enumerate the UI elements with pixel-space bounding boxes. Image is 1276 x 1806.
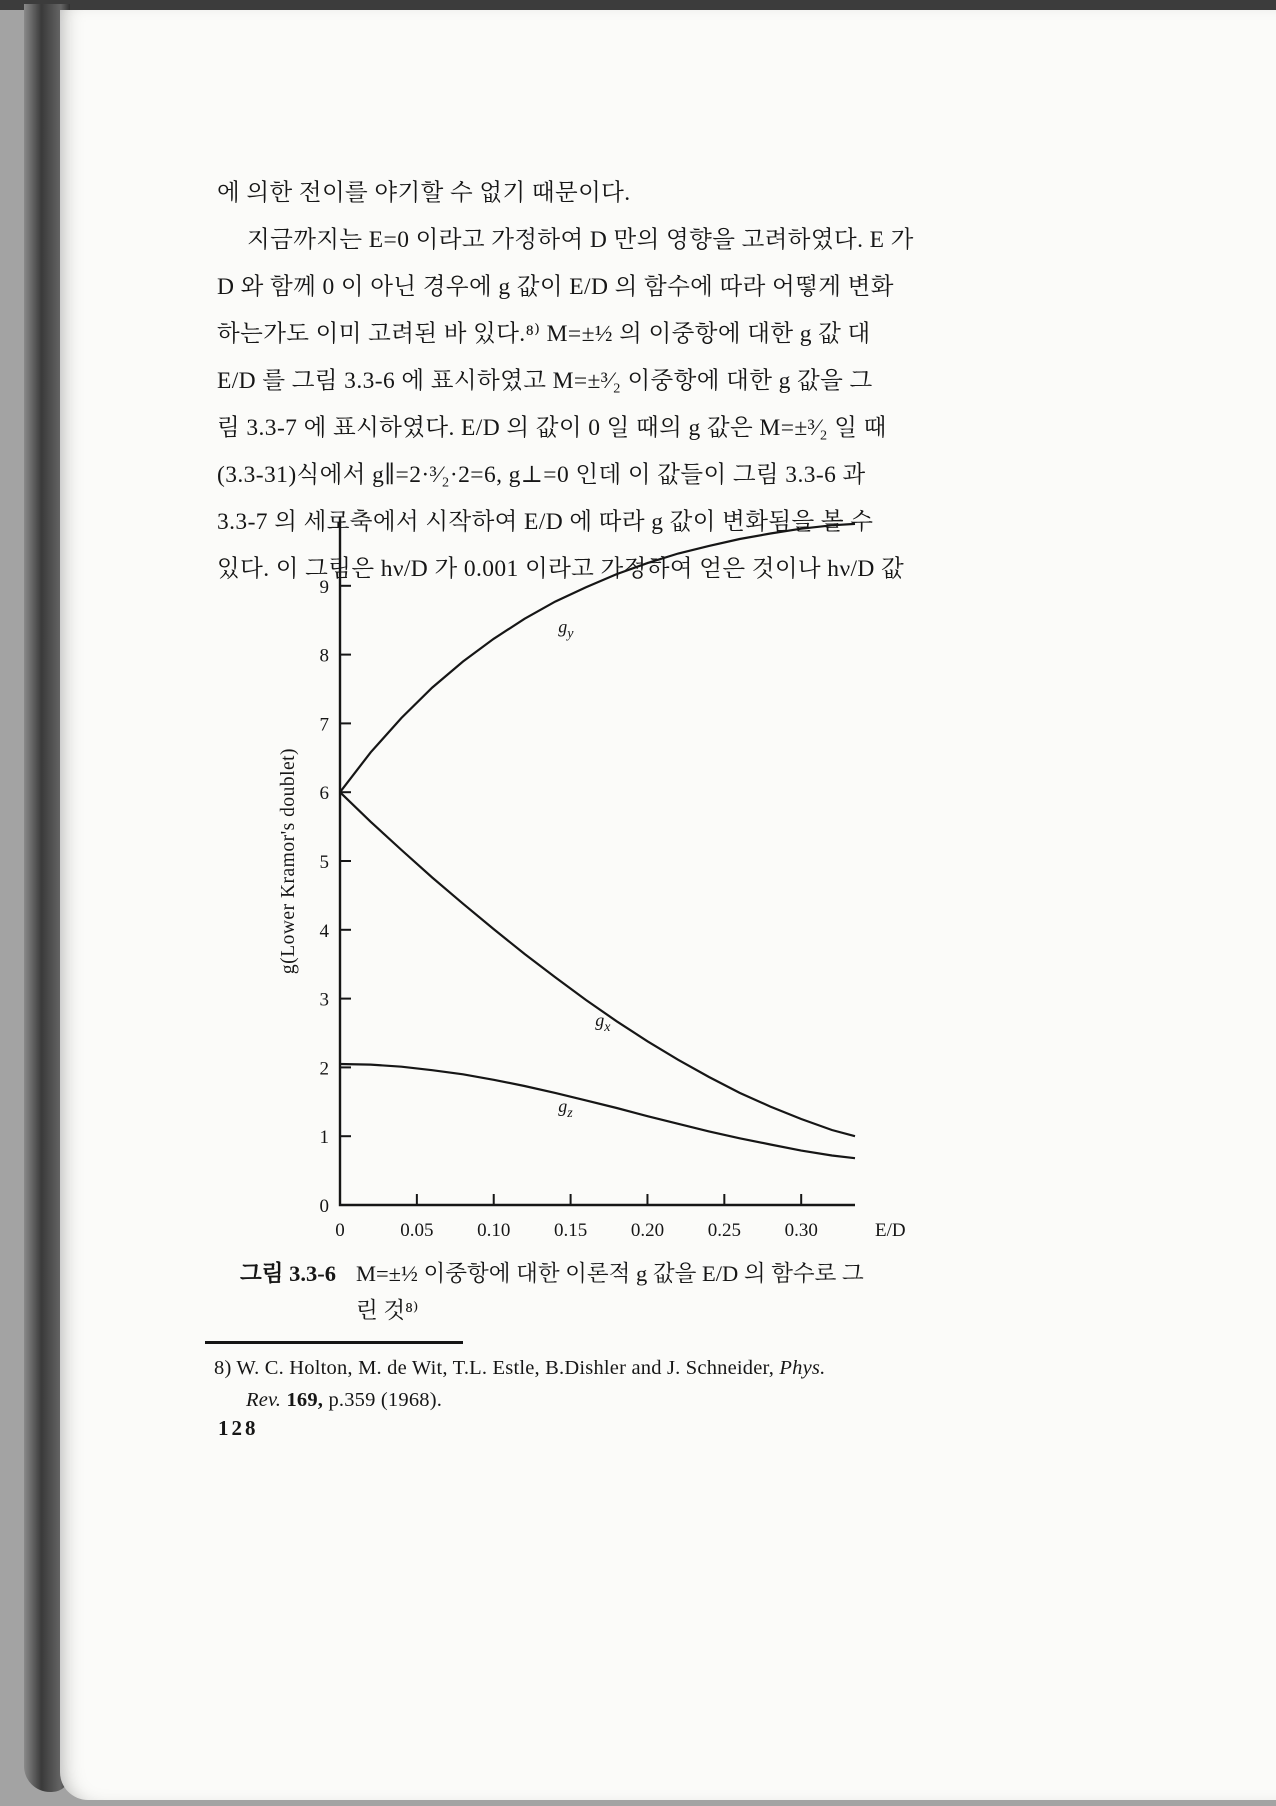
body-text-line: (3.3-31)식에서 g∥=2·³⁄₂·2=6, g⊥=0 인데 이 값들이 그림 3.3-6 과 <box>217 462 866 488</box>
y-tick-label: 7 <box>319 714 329 736</box>
curve-label-gy: $g_y$ <box>558 616 574 642</box>
x-tick-label: 0.05 <box>400 1220 434 1241</box>
figure-caption-label: 그림 3.3-6 <box>240 1261 336 1286</box>
chart-axes <box>340 517 855 1205</box>
curve-label-gx: $g_x$ <box>595 1010 611 1036</box>
y-tick-label: 2 <box>319 1058 329 1080</box>
footnote-line <box>214 1352 1054 1384</box>
y-tick-label: 1 <box>319 1127 329 1149</box>
body-text-line: 3.3-7 의 세로축에서 시작하여 E/D 에 따라 g 값이 변화됨을 볼 수 <box>217 509 874 535</box>
body-text-line: 에 의한 전이를 야기할 수 없기 때문이다. <box>217 180 631 206</box>
curve-gy <box>340 524 855 792</box>
body-text-line: 하는가도 이미 고려된 바 있다.⁸⁾ M=±½ 의 이중항에 대한 g 값 대 <box>217 321 871 347</box>
footnote-pages: p.359 (1968). <box>323 1389 443 1411</box>
figure-caption-text <box>356 1255 864 1329</box>
footnote <box>214 1352 1054 1416</box>
footnote-line <box>214 1384 1054 1416</box>
g-vs-ed-line-chart <box>250 508 910 1278</box>
x-tick-label: 0.30 <box>784 1220 818 1241</box>
curve-gz <box>340 1064 855 1158</box>
body-text-line: E/D 를 그림 3.3-6 에 표시하였고 M=±³⁄₂ 이중항에 대한 g 값을 그 <box>217 368 873 394</box>
x-tick-label: 0 <box>335 1220 345 1241</box>
footnote-journal-name: Rev. <box>246 1389 282 1411</box>
x-tick-label: 0.25 <box>707 1220 741 1241</box>
y-tick-label: 3 <box>319 989 329 1011</box>
page-edge-top <box>0 0 1276 10</box>
body-text-line: D 와 함께 0 이 아닌 경우에 g 값이 E/D 의 함수에 따라 어떻게 변화 <box>217 274 894 300</box>
footnote-volume: 169, <box>281 1389 324 1411</box>
body-text-line: 지금까지는 E=0 이라고 가정하여 D 만의 영향을 고려하였다. E 가 <box>247 227 914 253</box>
curve-gx <box>340 792 855 1136</box>
y-tick-label: 0 <box>319 1196 329 1217</box>
footnote-reference-text: 8) W. C. Holton, M. de Wit, T.L. Estle, B.Dishler and J. Schneider, <box>214 1357 780 1379</box>
body-text-line: 림 3.3-7 에 표시하였다. E/D 의 값이 0 일 때의 g 값은 M=±³⁄₂ 일 때 <box>217 415 887 441</box>
y-tick-label: 6 <box>319 783 329 805</box>
y-tick-label: 4 <box>319 920 329 942</box>
footnote-divider <box>205 1341 463 1344</box>
y-tick-label: 9 <box>319 576 329 598</box>
x-tick-label: 0.20 <box>630 1220 665 1241</box>
x-tick-label: 0.15 <box>553 1220 588 1241</box>
page-number: 128 <box>218 1416 259 1440</box>
x-tick-label: 0.10 <box>477 1220 511 1241</box>
y-tick-label: 5 <box>319 852 329 873</box>
y-tick-label: 8 <box>319 645 329 667</box>
footnote-journal-name: Phys. <box>779 1357 826 1379</box>
figure-caption-line: 린 것⁸⁾ <box>355 1298 419 1323</box>
figure-caption-line: M=±½ 이중항에 대한 이론적 g 값을 E/D 의 함수로 그 <box>355 1261 864 1286</box>
figure-3-3-6 <box>250 508 910 1278</box>
figure-caption <box>240 1255 1040 1329</box>
body-text-line: 있다. 이 그림은 hν/D 가 0.001 이라고 가정하여 얻은 것이나 hν/D 값 <box>217 556 905 582</box>
x-axis-label: E/D <box>875 1220 906 1241</box>
curve-label-gz: $g_z$ <box>558 1096 573 1122</box>
y-axis-label: g(Lower Kramor's doublet) <box>278 747 299 975</box>
